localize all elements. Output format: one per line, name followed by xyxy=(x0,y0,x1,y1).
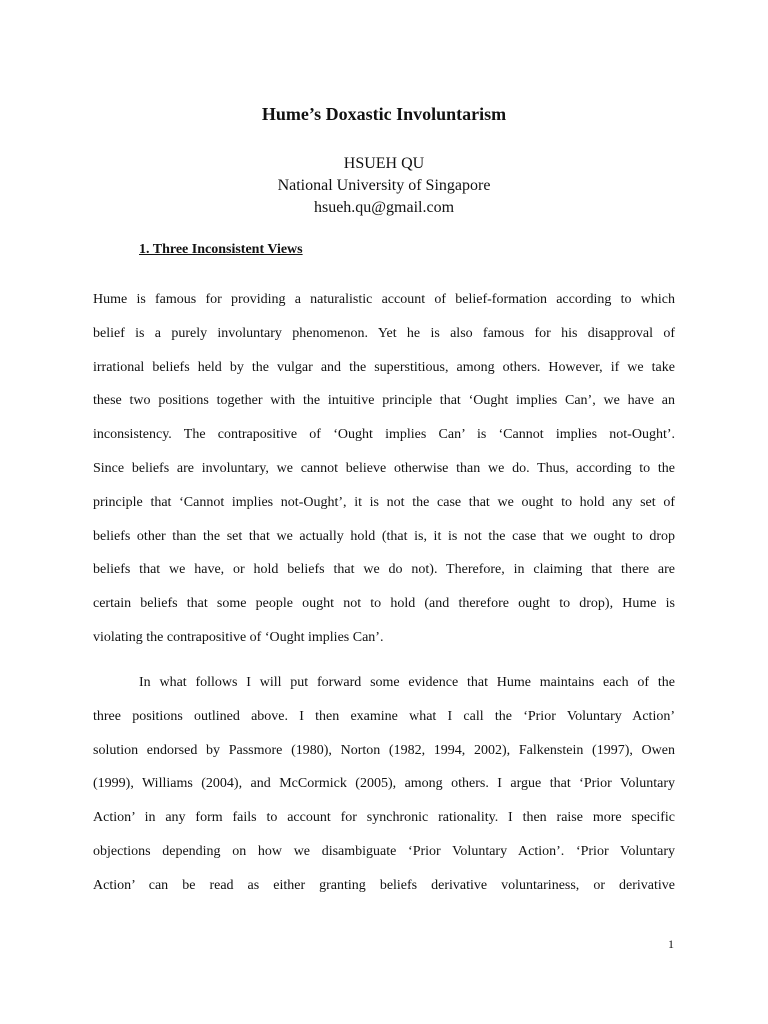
paragraph-2 xyxy=(93,666,675,903)
text-line: beliefs other than the set that we actually hold (that is, it is not the case that we ought to drop xyxy=(93,528,675,544)
section-heading: 1. Three Inconsistent Views xyxy=(139,242,303,257)
text-line: violating the contrapositive of ‘Ought implies Can’. xyxy=(93,629,384,645)
author-name: HSUEH QU xyxy=(343,155,425,172)
text-line: (1999), Williams (2004), and McCormick (2005), among others. I argue that ‘Prior Voluntary xyxy=(93,776,675,792)
text-line: irrational beliefs held by the vulgar and the superstitious, among others. However, if we take xyxy=(93,359,675,375)
author-email: hsueh.qu@gmail.com xyxy=(313,199,455,216)
text-line: objections depending on how we disambiguate ‘Prior Voluntary Action’. ‘Prior Voluntary xyxy=(93,843,675,859)
text-line: Since beliefs are involuntary, we cannot believe otherwise than we do. Thus, according to the xyxy=(93,460,675,476)
text-line: certain beliefs that some people ought not to hold (and therefore ought to drop), Hume is xyxy=(93,596,675,612)
paragraph-1 xyxy=(93,283,675,655)
text-line: principle that ‘Cannot implies not-Ought’, it is not the case that we ought to hold any set of xyxy=(93,494,675,510)
text-line: Action’ in any form fails to account for synchronic rationality. I then raise more specific xyxy=(93,810,675,826)
text-line: inconsistency. The contrapositive of ‘Ought implies Can’ is ‘Cannot implies not-Ought’. xyxy=(93,427,675,443)
text-line: these two positions together with the intuitive principle that ‘Ought implies Can’, we have an xyxy=(93,393,675,409)
text-line: beliefs that we have, or hold beliefs that we do not). Therefore, in claiming that there are xyxy=(93,562,675,578)
page-number: 1 xyxy=(668,937,674,951)
text-line: Action’ can be read as either granting beliefs derivative voluntariness, or derivative xyxy=(93,877,675,893)
paper-title: Hume’s Doxastic Involuntarism xyxy=(261,104,507,124)
author-block xyxy=(0,153,768,219)
author-affiliation: National University of Singapore xyxy=(277,177,491,194)
text-line: belief is a purely involuntary phenomenon. Yet he is also famous for his disapproval of xyxy=(93,325,675,341)
text-line: Hume is famous for providing a naturalistic account of belief-formation according to which xyxy=(93,292,675,307)
text-line: In what follows I will put forward some evidence that Hume maintains each of the xyxy=(139,675,675,690)
text-line: solution endorsed by Passmore (1980), Norton (1982, 1994, 2002), Falkenstein (1997), Owen xyxy=(93,742,675,758)
text-line: three positions outlined above. I then examine what I call the ‘Prior Voluntary Action’ xyxy=(93,708,675,724)
